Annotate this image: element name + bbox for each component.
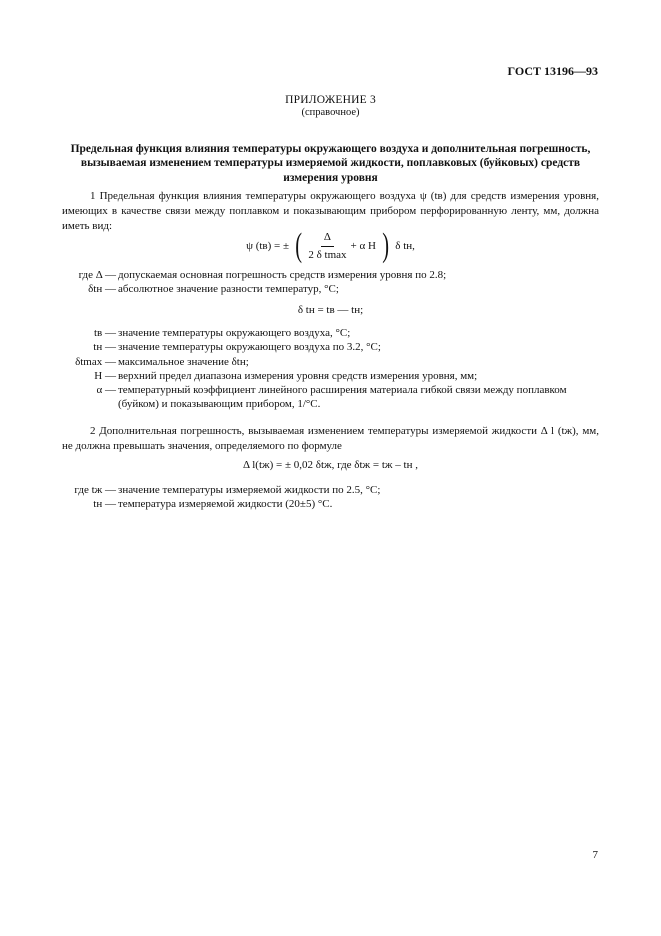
definition-symbol: tв — bbox=[94, 327, 116, 339]
formula-delta-t: δ tн = tв — tн; bbox=[297, 304, 364, 316]
definitions-b bbox=[62, 326, 599, 412]
definition-symbol: δtн — bbox=[88, 283, 116, 296]
definition-text: значение температуры окружающего воздуха по 3.2, °С; bbox=[118, 341, 381, 354]
definition-text: абсолютное значение разности температур, °С; bbox=[118, 283, 339, 296]
definition-symbol: где tж — bbox=[74, 484, 116, 496]
paragraph-1: 1 Предельная функция влияния температуры окружающего воздуха ψ (tв) для средств измерения уровня, имеющих в качестве связи между поплавком и показывающим прибором перфорированную ленту, мм, должна иметь вид: bbox=[62, 190, 599, 233]
definitions-c bbox=[62, 483, 599, 512]
definition-row bbox=[62, 282, 599, 296]
formula-psi-rhs: δ tн, bbox=[395, 239, 415, 252]
definition-row bbox=[62, 268, 599, 282]
left-paren: ( bbox=[295, 227, 303, 264]
definition-text: максимальное значение δtн; bbox=[118, 355, 249, 368]
right-paren: ) bbox=[382, 227, 390, 264]
formula-liquid-error: Δ l(tж) = ± 0,02 δtж, где δtж = tж – tн , bbox=[243, 459, 418, 471]
fraction-denominator: 2 δ tmax bbox=[308, 248, 347, 261]
formula-psi bbox=[0, 229, 661, 263]
definition-row bbox=[62, 497, 599, 511]
definitions-a bbox=[62, 268, 599, 297]
definition-row bbox=[62, 483, 599, 497]
appendix-note: (справочное) bbox=[301, 107, 360, 118]
definition-row bbox=[62, 340, 599, 354]
standard-code: ГОСТ 13196—93 bbox=[507, 64, 598, 78]
definition-text: верхний предел диапазона измерения уровня средств измерения уровня, мм; bbox=[118, 369, 478, 382]
definition-symbol: α — bbox=[96, 384, 116, 397]
formula-psi-mid: + α H bbox=[350, 239, 376, 252]
definition-text: значение температуры окружающего воздуха, °С; bbox=[118, 327, 351, 339]
definition-row bbox=[62, 369, 599, 383]
definition-symbol: где Δ — bbox=[78, 269, 116, 281]
definition-text: значение температуры измеряемой жидкости по 2.5, °С; bbox=[118, 484, 381, 496]
section-title: Предельная функция влияния температуры окружающего воздуха и дополнительная погрешность, вызываемая изменением температуры измеряемой жидкости, поплавковых (буйковых) средств измерения уровня bbox=[70, 143, 591, 184]
appendix-label: ПРИЛОЖЕНИЕ 3 bbox=[285, 94, 376, 106]
page-number: 7 bbox=[592, 849, 598, 861]
paragraph-2: 2 Дополнительная погрешность, вызываемая изменением температуры измеряемой жидкости Δ l (tж), мм, не должна превышать значения, определяемого по формуле bbox=[62, 425, 599, 453]
definition-symbol: H — bbox=[94, 369, 116, 382]
fraction-numerator: Δ bbox=[321, 230, 334, 246]
definition-text: температура измеряемой жидкости (20±5) °С. bbox=[118, 498, 333, 511]
definition-symbol: δtmax — bbox=[75, 355, 116, 368]
formula-fraction bbox=[308, 230, 346, 262]
definition-row bbox=[62, 355, 599, 369]
definition-text: температурный коэффициент линейного расширения материала гибкой связи между поплавком (буйком) и показывающим прибором, 1/°С. bbox=[118, 384, 567, 411]
definition-row bbox=[62, 326, 599, 340]
definition-symbol: tн — bbox=[93, 498, 116, 511]
definition-row bbox=[62, 383, 599, 412]
definition-symbol: tн — bbox=[93, 341, 116, 354]
definition-text: допускаемая основная погрешность средств измерения уровня по 2.8; bbox=[118, 269, 447, 281]
formula-psi-lhs: ψ (tв) = ± bbox=[246, 239, 290, 252]
